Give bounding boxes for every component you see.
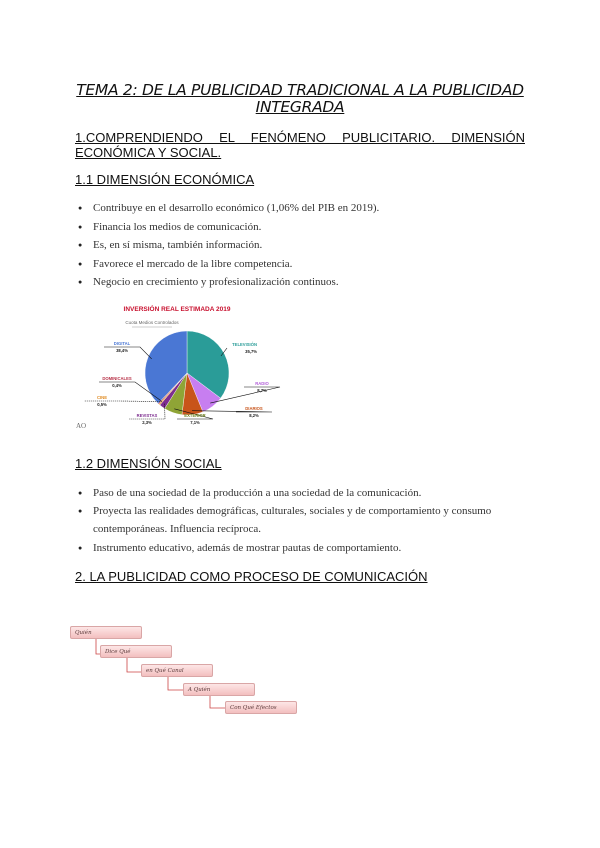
slice-value: 2,3% [142, 420, 152, 425]
slice-label: RADIO [255, 381, 269, 386]
leader-line [84, 401, 162, 402]
slice-label: DIARIOS [245, 406, 263, 411]
list-item: ● Instrumento educativo, además de mostrar pautas de comportamiento. [75, 539, 525, 557]
slice-value: 35,7% [245, 349, 257, 354]
flow-step-to-whom: A Quién [183, 683, 255, 696]
social-bullet-list [75, 484, 525, 557]
list-item: ● Financia los medios de comunicación. [75, 218, 525, 237]
pie-slices [145, 331, 229, 415]
source-mark: AO [76, 422, 87, 430]
slice-value: 38,4% [116, 348, 128, 353]
slice-label: CINE [96, 395, 108, 400]
slice-label: TELEVISIÓN [232, 342, 257, 347]
slice-value: 0,5% [97, 402, 107, 407]
section-1-2-heading: 1.2 DIMENSIÓN SOCIAL [75, 456, 222, 471]
slice-label: DOMINICALES [102, 376, 132, 381]
list-item: ● Favorece el mercado de la libre competencia. [75, 255, 525, 274]
investment-pie-chart [72, 300, 282, 435]
chart-title: INVERSIÓN REAL ESTIMADA 2019 [123, 306, 231, 313]
document-title: TEMA 2: DE LA PUBLICIDAD TRADICIONAL A LA PUBLICIDAD INTEGRADA [76, 81, 524, 116]
slice-value: 8,7% [257, 388, 267, 393]
slice-label: EXTERIOR [184, 413, 206, 418]
slice-label: REVISTAS [136, 413, 158, 418]
section-1-1-heading: 1.1 DIMENSIÓN ECONÓMICA [75, 172, 255, 187]
flow-step-says-what: Dice Qué [100, 645, 172, 658]
communication-process-diagram [70, 624, 290, 720]
section-2-heading: 2. LA PUBLICIDAD COMO PROCESO DE COMUNICACIÓN [75, 569, 428, 584]
section-1-heading: 1.COMPRENDIENDO EL FENÓMENO PUBLICITARIO. DIMENSIÓN ECONÓMICA Y SOCIAL. [75, 130, 525, 160]
list-item: ● Es, en sí misma, también información. [75, 236, 525, 255]
list-item: ● Proyecta las realidades demográficas, culturales, sociales y de comportamiento y consumo contemporáneas. Influencia recíproca. [75, 502, 525, 538]
slice-value: 0,4% [112, 383, 122, 388]
flow-step-channel: en Qué Canal [141, 664, 213, 677]
slice-value: 7,1% [190, 420, 200, 425]
list-item: ● Negocio en crecimiento y profesionalización continuos. [75, 273, 525, 292]
economic-bullet-list [75, 199, 525, 292]
flow-step-who: Quién [70, 626, 142, 639]
list-item: ● Paso de una sociedad de la producción a una sociedad de la comunicación. [75, 484, 525, 502]
chart-subtitle: Cuota Medios Controlados [125, 320, 179, 325]
slice-value: 8,2% [249, 413, 259, 418]
list-item: ● Contribuye en el desarrollo económico (1,06% del PIB en 2019). [75, 199, 525, 218]
slice-label: DIGITAL [113, 341, 131, 346]
flow-step-effects: Con Qué Efectos [225, 701, 297, 714]
